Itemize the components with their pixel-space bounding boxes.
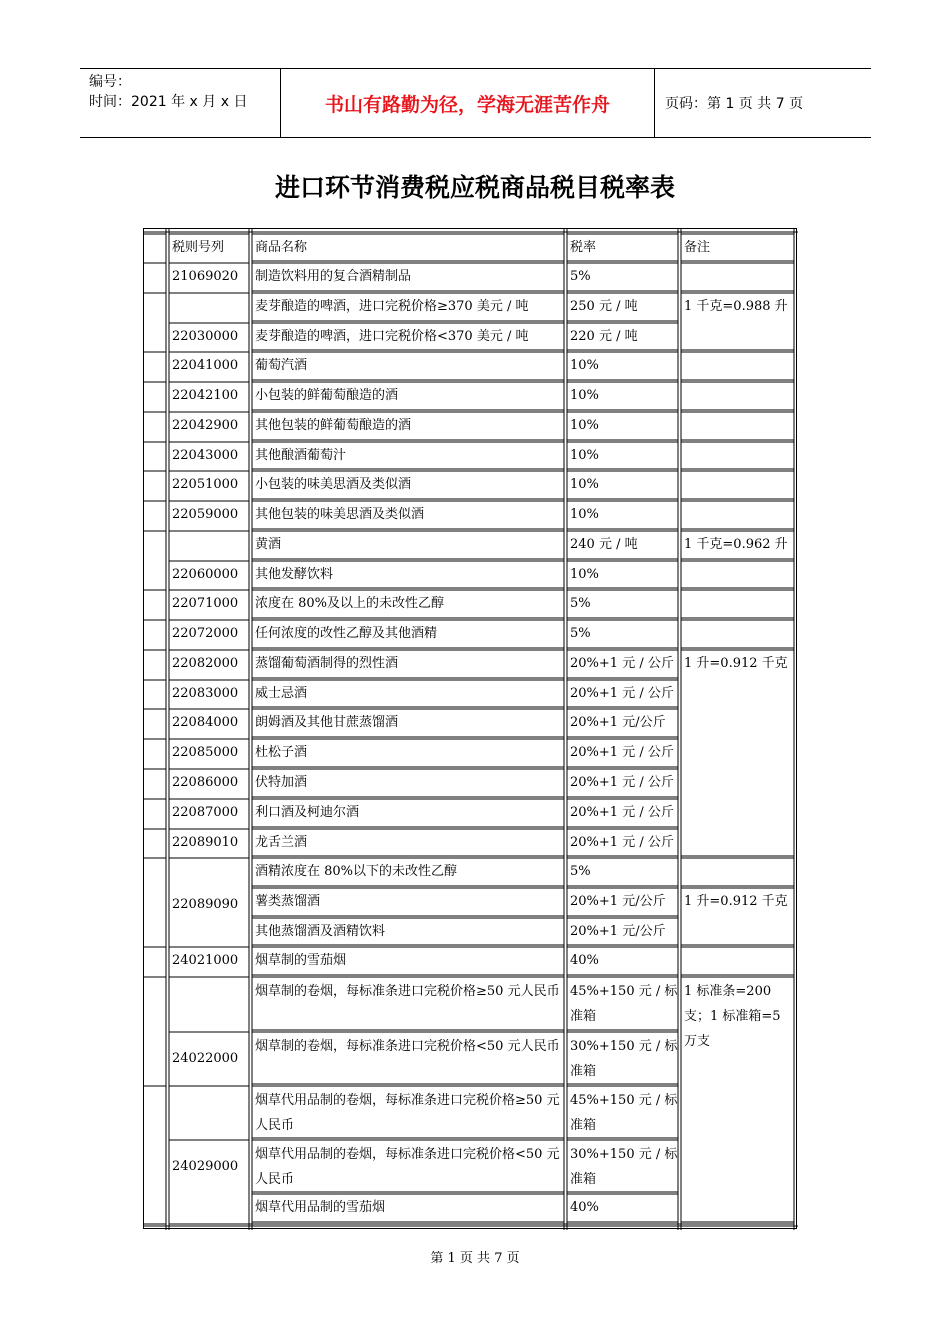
tariff-code: 22085000: [172, 745, 239, 760]
remark: 1 标准条=200 支；1 标准箱=5 万支: [684, 984, 781, 1049]
product-name: 其他发酵饮料: [255, 567, 334, 582]
tax-rate: 20%+1 元 / 公斤: [570, 686, 674, 701]
tariff-code: 22030000: [172, 329, 239, 344]
tax-rate: 20%+1 元/公斤: [570, 715, 666, 730]
tax-rate: 20%+1 元 / 公斤: [570, 835, 674, 850]
product-name: 薯类蒸馏酒: [255, 894, 321, 909]
tax-rate: 220 元 / 吨: [570, 329, 638, 344]
product-name: 任何浓度的改性乙醇及其他酒精: [255, 626, 438, 641]
tariff-code: 22086000: [172, 775, 239, 790]
tax-rate: 5%: [570, 269, 591, 284]
tariff-code: 22087000: [172, 805, 239, 820]
remark: 1 升=0.912 千克: [684, 894, 788, 909]
tariff-code: 22082000: [172, 656, 239, 671]
tariff-code: 22043000: [172, 448, 239, 463]
product-name: 其他酿酒葡萄汁: [255, 448, 347, 463]
time-label: 时间：2021 年 x 月 x 日: [89, 94, 248, 110]
tariff-code: 22084000: [172, 715, 239, 730]
tax-rate: 5%: [570, 864, 591, 879]
column-header: 商品名称: [255, 240, 308, 255]
tax-rate: 20%+1 元 / 公斤: [570, 745, 674, 760]
tax-rate: 5%: [570, 596, 591, 611]
tariff-code: 22089090: [172, 896, 239, 912]
tariff-code: 22071000: [172, 596, 239, 611]
tax-rate: 30%+150 元 / 标准箱: [570, 1147, 678, 1187]
tax-rate: 45%+150 元 / 标准箱: [570, 1093, 678, 1133]
tax-rate: 20%+1 元 / 公斤: [570, 656, 674, 671]
tax-rate: 240 元 / 吨: [570, 537, 638, 552]
column-header: 税率: [570, 240, 597, 255]
product-name: 麦芽酿造的啤酒，进口完税价格<370 美元 / 吨: [255, 329, 529, 344]
product-name: 蒸馏葡萄酒制得的烈性酒: [255, 656, 399, 671]
product-name: 烟草代用品制的雪茄烟: [255, 1200, 386, 1215]
product-name: 麦芽酿造的啤酒，进口完税价格≥370 美元 / 吨: [255, 299, 529, 314]
tariff-code: 22059000: [172, 507, 239, 522]
product-name: 杜松子酒: [255, 745, 308, 760]
column-header: 税则号列: [172, 240, 225, 255]
tax-rate: 10%: [570, 477, 599, 492]
product-name: 伏特加酒: [255, 775, 308, 790]
tax-rate: 10%: [570, 358, 599, 373]
tariff-code: 24022000: [172, 1051, 239, 1066]
tariff-code: 22041000: [172, 358, 239, 373]
product-name: 烟草制的卷烟，每标准条进口完税价格<50 元人民币: [255, 1039, 560, 1054]
product-name: 烟草制的卷烟，每标准条进口完税价格≥50 元人民币: [255, 984, 560, 999]
remark: 1 千克=0.988 升: [684, 299, 788, 314]
product-name: 黄酒: [255, 537, 282, 552]
product-name: 利口酒及柯迪尔酒: [255, 805, 360, 820]
tax-rate: 20%+1 元 / 公斤: [570, 805, 674, 820]
tax-rate-table: [143, 228, 797, 1229]
tariff-code: 22042100: [172, 388, 239, 403]
tariff-code: 22042900: [172, 418, 239, 433]
tax-rate: 10%: [570, 388, 599, 403]
tax-rate: 10%: [570, 448, 599, 463]
tax-rate: 45%+150 元 / 标准箱: [570, 984, 678, 1024]
tax-rate: 10%: [570, 418, 599, 433]
product-name: 朗姆酒及其他甘蔗蒸馏酒: [255, 715, 399, 730]
product-name: 烟草制的雪茄烟: [255, 953, 347, 968]
tariff-code: 21069020: [172, 269, 239, 284]
tariff-code: 22083000: [172, 686, 239, 701]
product-name: 烟草代用品制的卷烟，每标准条进口完税价格≥50 元人民币: [255, 1093, 560, 1133]
tax-rate: 40%: [570, 1200, 599, 1215]
product-name: 小包装的鲜葡萄酿造的酒: [255, 388, 399, 403]
tariff-code: 24029000: [172, 1159, 239, 1174]
tax-rate: 10%: [570, 507, 599, 522]
tariff-code: 22089010: [172, 835, 239, 850]
page-footer: 第 1 页 共 7 页: [430, 1251, 520, 1266]
page-header: [80, 68, 871, 138]
tariff-code: 22072000: [172, 626, 239, 641]
tax-rate: 30%+150 元 / 标准箱: [570, 1039, 678, 1079]
number-label: 编号：: [89, 74, 131, 90]
remark: 1 升=0.912 千克: [684, 656, 788, 671]
header-motto: 书山有路勤为径，学海无涯苦作舟: [281, 69, 655, 137]
remark: 1 千克=0.962 升: [684, 537, 788, 552]
header-meta: [80, 69, 281, 137]
tax-rate: 10%: [570, 567, 599, 582]
product-name: 威士忌酒: [255, 686, 308, 701]
tax-rate: 5%: [570, 626, 591, 641]
product-name: 其他蒸馏酒及酒精饮料: [255, 924, 386, 939]
product-name: 浓度在 80%及以上的未改性乙醇: [255, 596, 445, 611]
tax-rate: 20%+1 元/公斤: [570, 924, 666, 939]
header-page-info: 页码：第 1 页 共 7 页: [665, 96, 804, 112]
tariff-code: 22051000: [172, 477, 239, 492]
product-name: 小包装的味美思酒及类似酒: [255, 477, 412, 492]
product-name: 龙舌兰酒: [255, 835, 308, 850]
product-name: 葡萄汽酒: [255, 358, 308, 373]
tariff-code: 22060000: [172, 567, 239, 582]
tariff-code: 24021000: [172, 953, 239, 968]
product-name: 烟草代用品制的卷烟，每标准条进口完税价格<50 元人民币: [255, 1147, 560, 1187]
tax-rate: 20%+1 元 / 公斤: [570, 775, 674, 790]
product-name: 其他包装的味美思酒及类似酒: [255, 507, 425, 522]
product-name: 其他包装的鲜葡萄酿造的酒: [255, 418, 412, 433]
tax-rate: 40%: [570, 953, 599, 968]
document-title: 进口环节消费税应税商品税目税率表: [274, 173, 675, 202]
column-header: 备注: [684, 240, 711, 255]
tax-rate: 20%+1 元/公斤: [570, 894, 666, 909]
product-name: 酒精浓度在 80%以下的未改性乙醇: [255, 864, 458, 879]
tax-rate: 250 元 / 吨: [570, 299, 638, 314]
product-name: 制造饮料用的复合酒精制品: [255, 269, 412, 284]
